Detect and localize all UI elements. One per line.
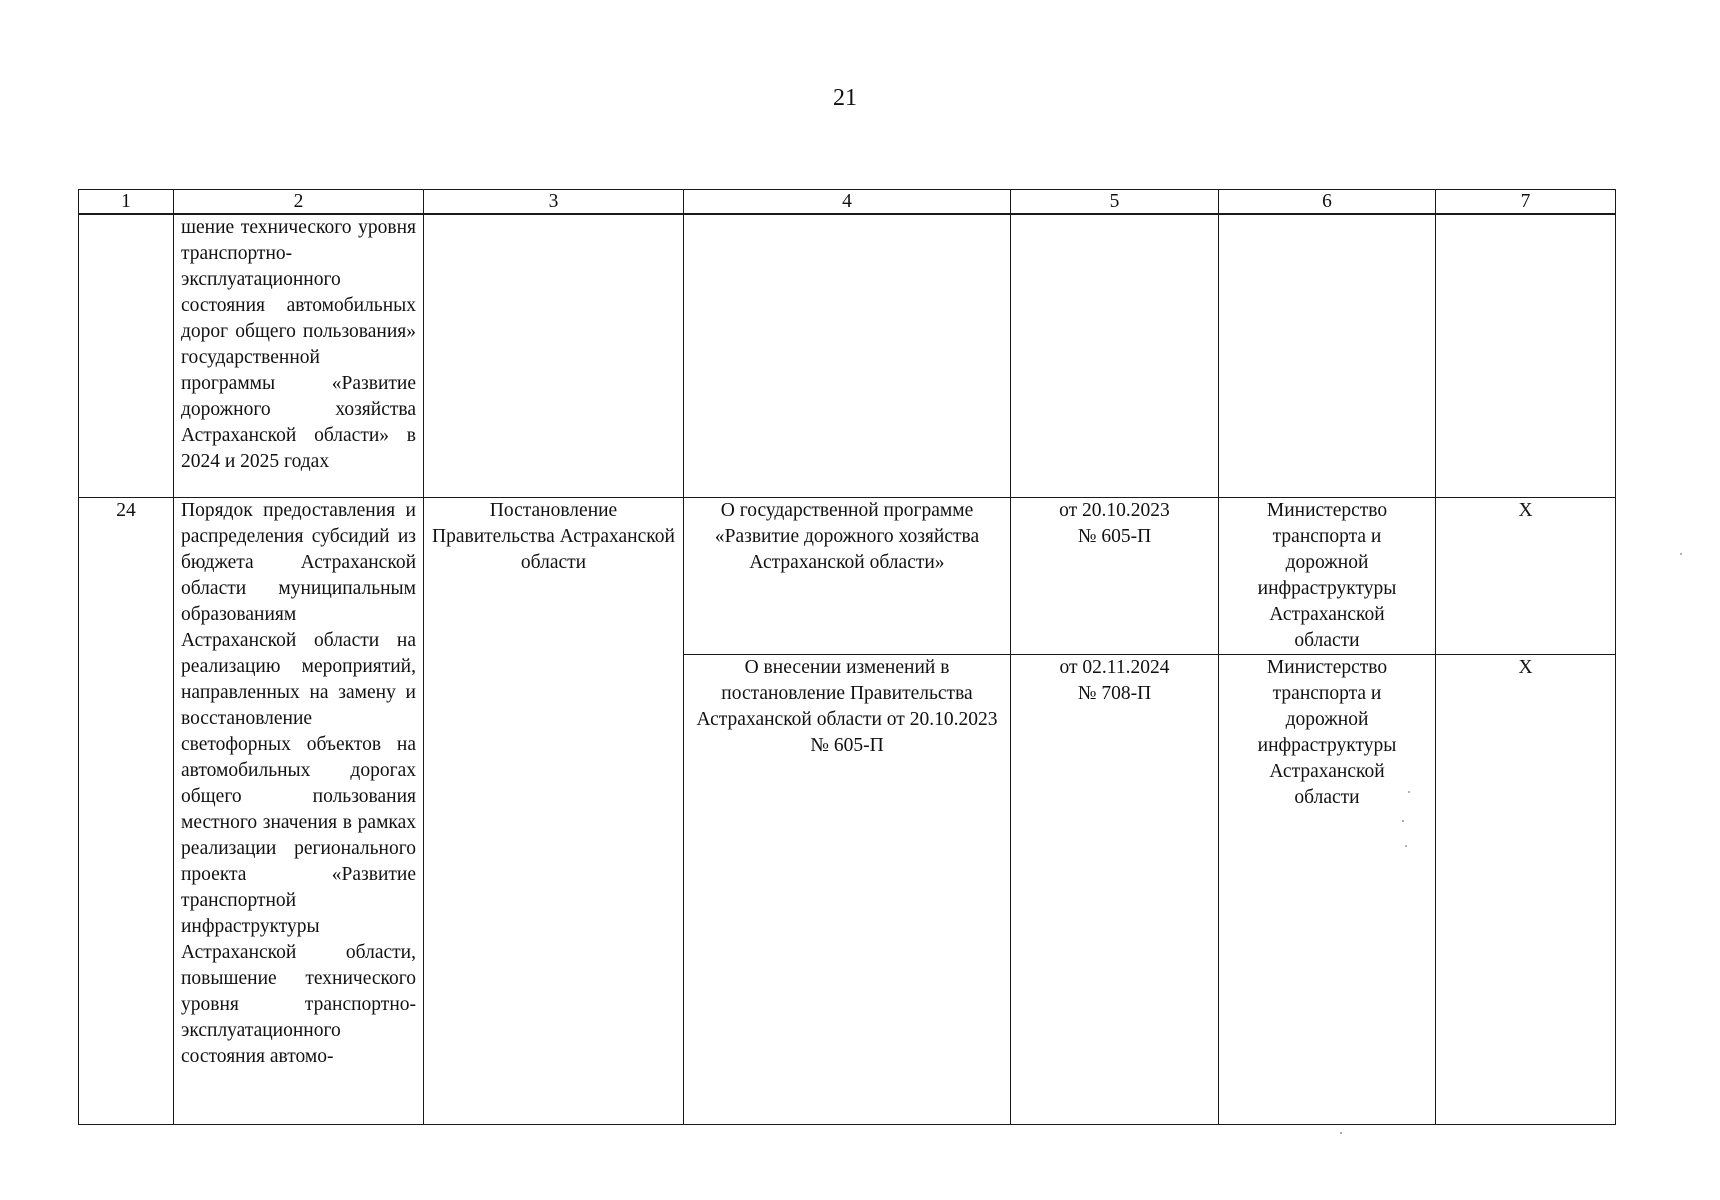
cell-act-type: Постановление Правительства Астраханской области [424, 498, 684, 1125]
cell-act-date [1011, 655, 1219, 1125]
scan-speck [1340, 1132, 1342, 1134]
cell-mark [1436, 214, 1616, 498]
table-row-24 [79, 498, 1616, 655]
cell-authority [1219, 214, 1436, 498]
column-header-2: 2 [174, 190, 424, 215]
cell-authority: Министерство транспорта и дорожной инфраструктуры Астраханской области [1219, 655, 1436, 1125]
cell-act-type [424, 214, 684, 498]
cell-row-number: 24 [79, 498, 174, 1125]
act-date: от 20.10.2023 [1059, 500, 1170, 521]
column-header-3: 3 [424, 190, 684, 215]
column-number-row [79, 190, 1616, 215]
cell-act-title [684, 214, 1011, 498]
scan-speck [1405, 845, 1407, 847]
act-date: от 02.11.2024 [1059, 657, 1170, 678]
cell-mark: Х [1436, 498, 1616, 655]
scan-speck [1402, 820, 1404, 822]
cell-act-title: О государственной программе «Развитие дорожного хозяйства Астраханской области» [684, 498, 1011, 655]
cell-row-number [79, 214, 174, 498]
column-header-6: 6 [1219, 190, 1436, 215]
column-header-4: 4 [684, 190, 1011, 215]
scan-speck [1408, 791, 1410, 793]
document-table [78, 189, 1616, 1125]
act-number: № 605-П [1077, 526, 1152, 547]
page-number: 21 [833, 85, 857, 111]
column-header-5: 5 [1011, 190, 1219, 215]
cell-document-name: шение технического уровня транспортно-эксплуатационного состояния автомобильных дорог общего пользования» государственной программы «Развитие дорожного хозяйства Астраханской области» в 2024 и 2025 годах [174, 214, 424, 498]
column-header-1: 1 [79, 190, 174, 215]
cell-act-date [1011, 214, 1219, 498]
cell-act-date [1011, 498, 1219, 655]
table-row-continuation [79, 214, 1616, 498]
cell-act-title: О внесении изменений в постановление Правительства Астраханской области от 20.10.2023 № 605-П [684, 655, 1011, 1125]
scan-speck [1680, 553, 1682, 555]
cell-mark: Х [1436, 655, 1616, 1125]
column-header-7: 7 [1436, 190, 1616, 215]
cell-authority: Министерство транспорта и дорожной инфраструктуры Астраханской области [1219, 498, 1436, 655]
act-number: № 708-П [1077, 683, 1152, 704]
cell-document-name: Порядок предоставления и распределения субсидий из бюджета Астраханской области муниципальным образованиям Астраханской области на реализацию мероприятий, направленных на замену и восстановление светофорных объектов на автомобильных дорогах общего пользования местного значения в рамках реализации регионального проекта «Развитие транспортной инфраструктуры Астраханской области, повышение технического уровня транспортно-эксплуатационного состояния автомо- [174, 498, 424, 1125]
